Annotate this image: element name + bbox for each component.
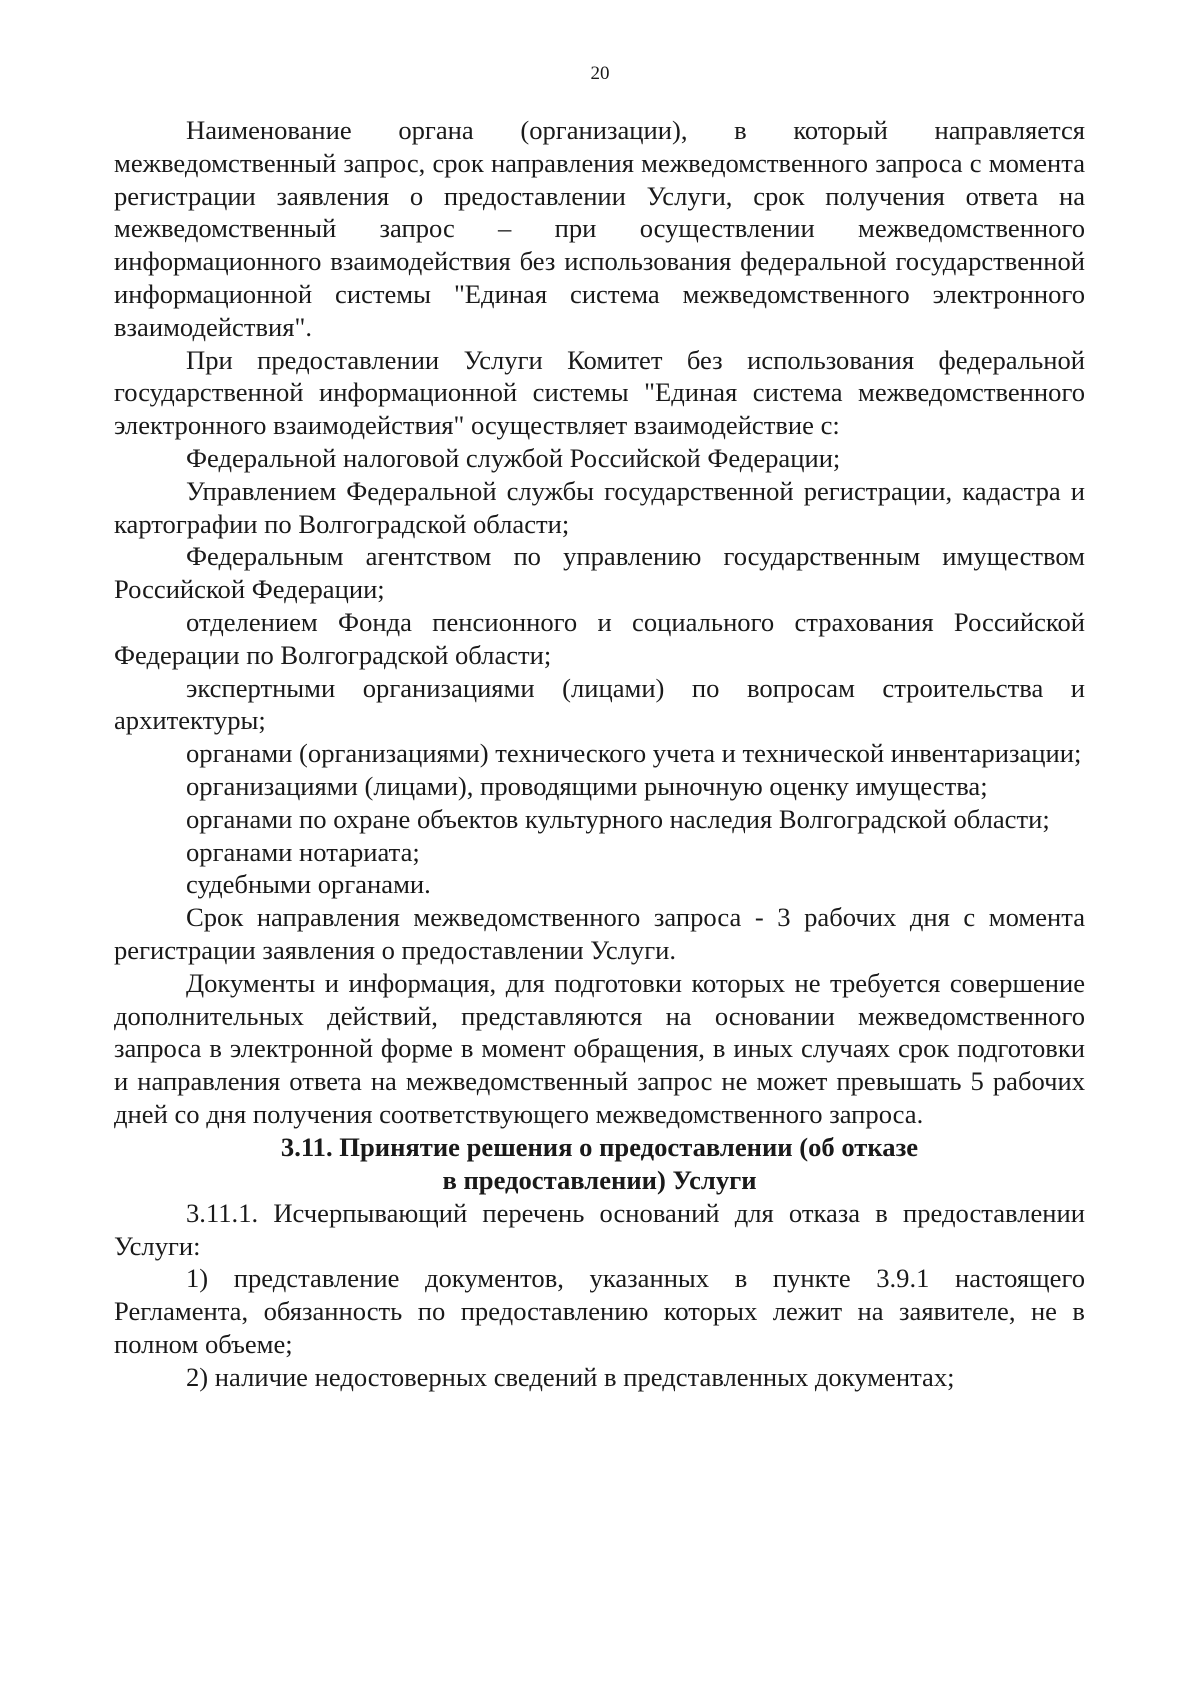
paragraph: При предоставлении Услуги Комитет без использования федеральной государственной информационной системы "Единая система межведомственного электронного взаимодействия" осуществляет взаимодействие с: [114,344,1085,441]
list-item: экспертными организациями (лицами) по вопросам строительства и архитектуры; [114,672,1085,736]
list-item: Федеральным агентством по управлению государственным имуществом Российской Федерации; [114,541,1085,605]
list-item: организациями (лицами), проводящими рыночную оценку имущества; [186,770,988,801]
list-item: судебными органами. [186,869,431,900]
list-item: органами (организациями) технического учета и технической инвентаризации; [186,738,1082,769]
section-heading-line: 3.11. Принятие решения о предоставлении (об отказе [280,1131,919,1162]
paragraph: Наименование органа (организации), в который направляется межведомственный запрос, срок направления межведомственного запроса с момента регистрации заявления о предоставлении Услуги, срок получения ответа на межведомственный запрос – при осуществлении межведомственного информационного взаимодействия без использования федеральной государственной информационной системы "Единая система межведомственного электронного взаимодействия". [114,115,1085,342]
paragraph: 3.11.1. Исчерпывающий перечень оснований для отказа в предоставлении Услуги: [114,1197,1085,1261]
section-heading-line: в предоставлении) Услуги [442,1164,757,1195]
list-item: Федеральной налоговой службой Российской Федерации; [186,442,841,473]
section-heading [114,1131,1085,1197]
page-number: 20 [590,63,610,84]
list-item: 2) наличие недостоверных сведений в представленных документах; [186,1361,955,1392]
list-item: органами по охране объектов культурного наследия Волгоградской области; [186,803,1050,834]
paragraph: Срок направления межведомственного запроса - 3 рабочих дня с момента регистрации заявления о предоставлении Услуги. [114,902,1085,965]
list-item: 1) представление документов, указанных в пункте 3.9.1 настоящего Регламента, обязанность по предоставлению которых лежит на заявителе, не в полном объеме; [114,1263,1085,1359]
document-body [114,114,1085,1393]
paragraph: Документы и информация, для подготовки которых не требуется совершение дополнительных действий, представляются на основании межведомственного запроса в электронной форме в момент обращения, в иных случаях срок подготовки и направления ответа на межведомственный запрос не может превышать 5 рабочих дней со дня получения соответствующего межведомственного запроса. [114,967,1085,1129]
list-item: Управлением Федеральной службы государственной регистрации, кадастра и картографии по Волгоградской области; [114,475,1085,539]
list-item: отделением Фонда пенсионного и социального страхования Российской Федерации по Волгоградской области; [114,606,1085,670]
list-item: органами нотариата; [186,836,420,867]
